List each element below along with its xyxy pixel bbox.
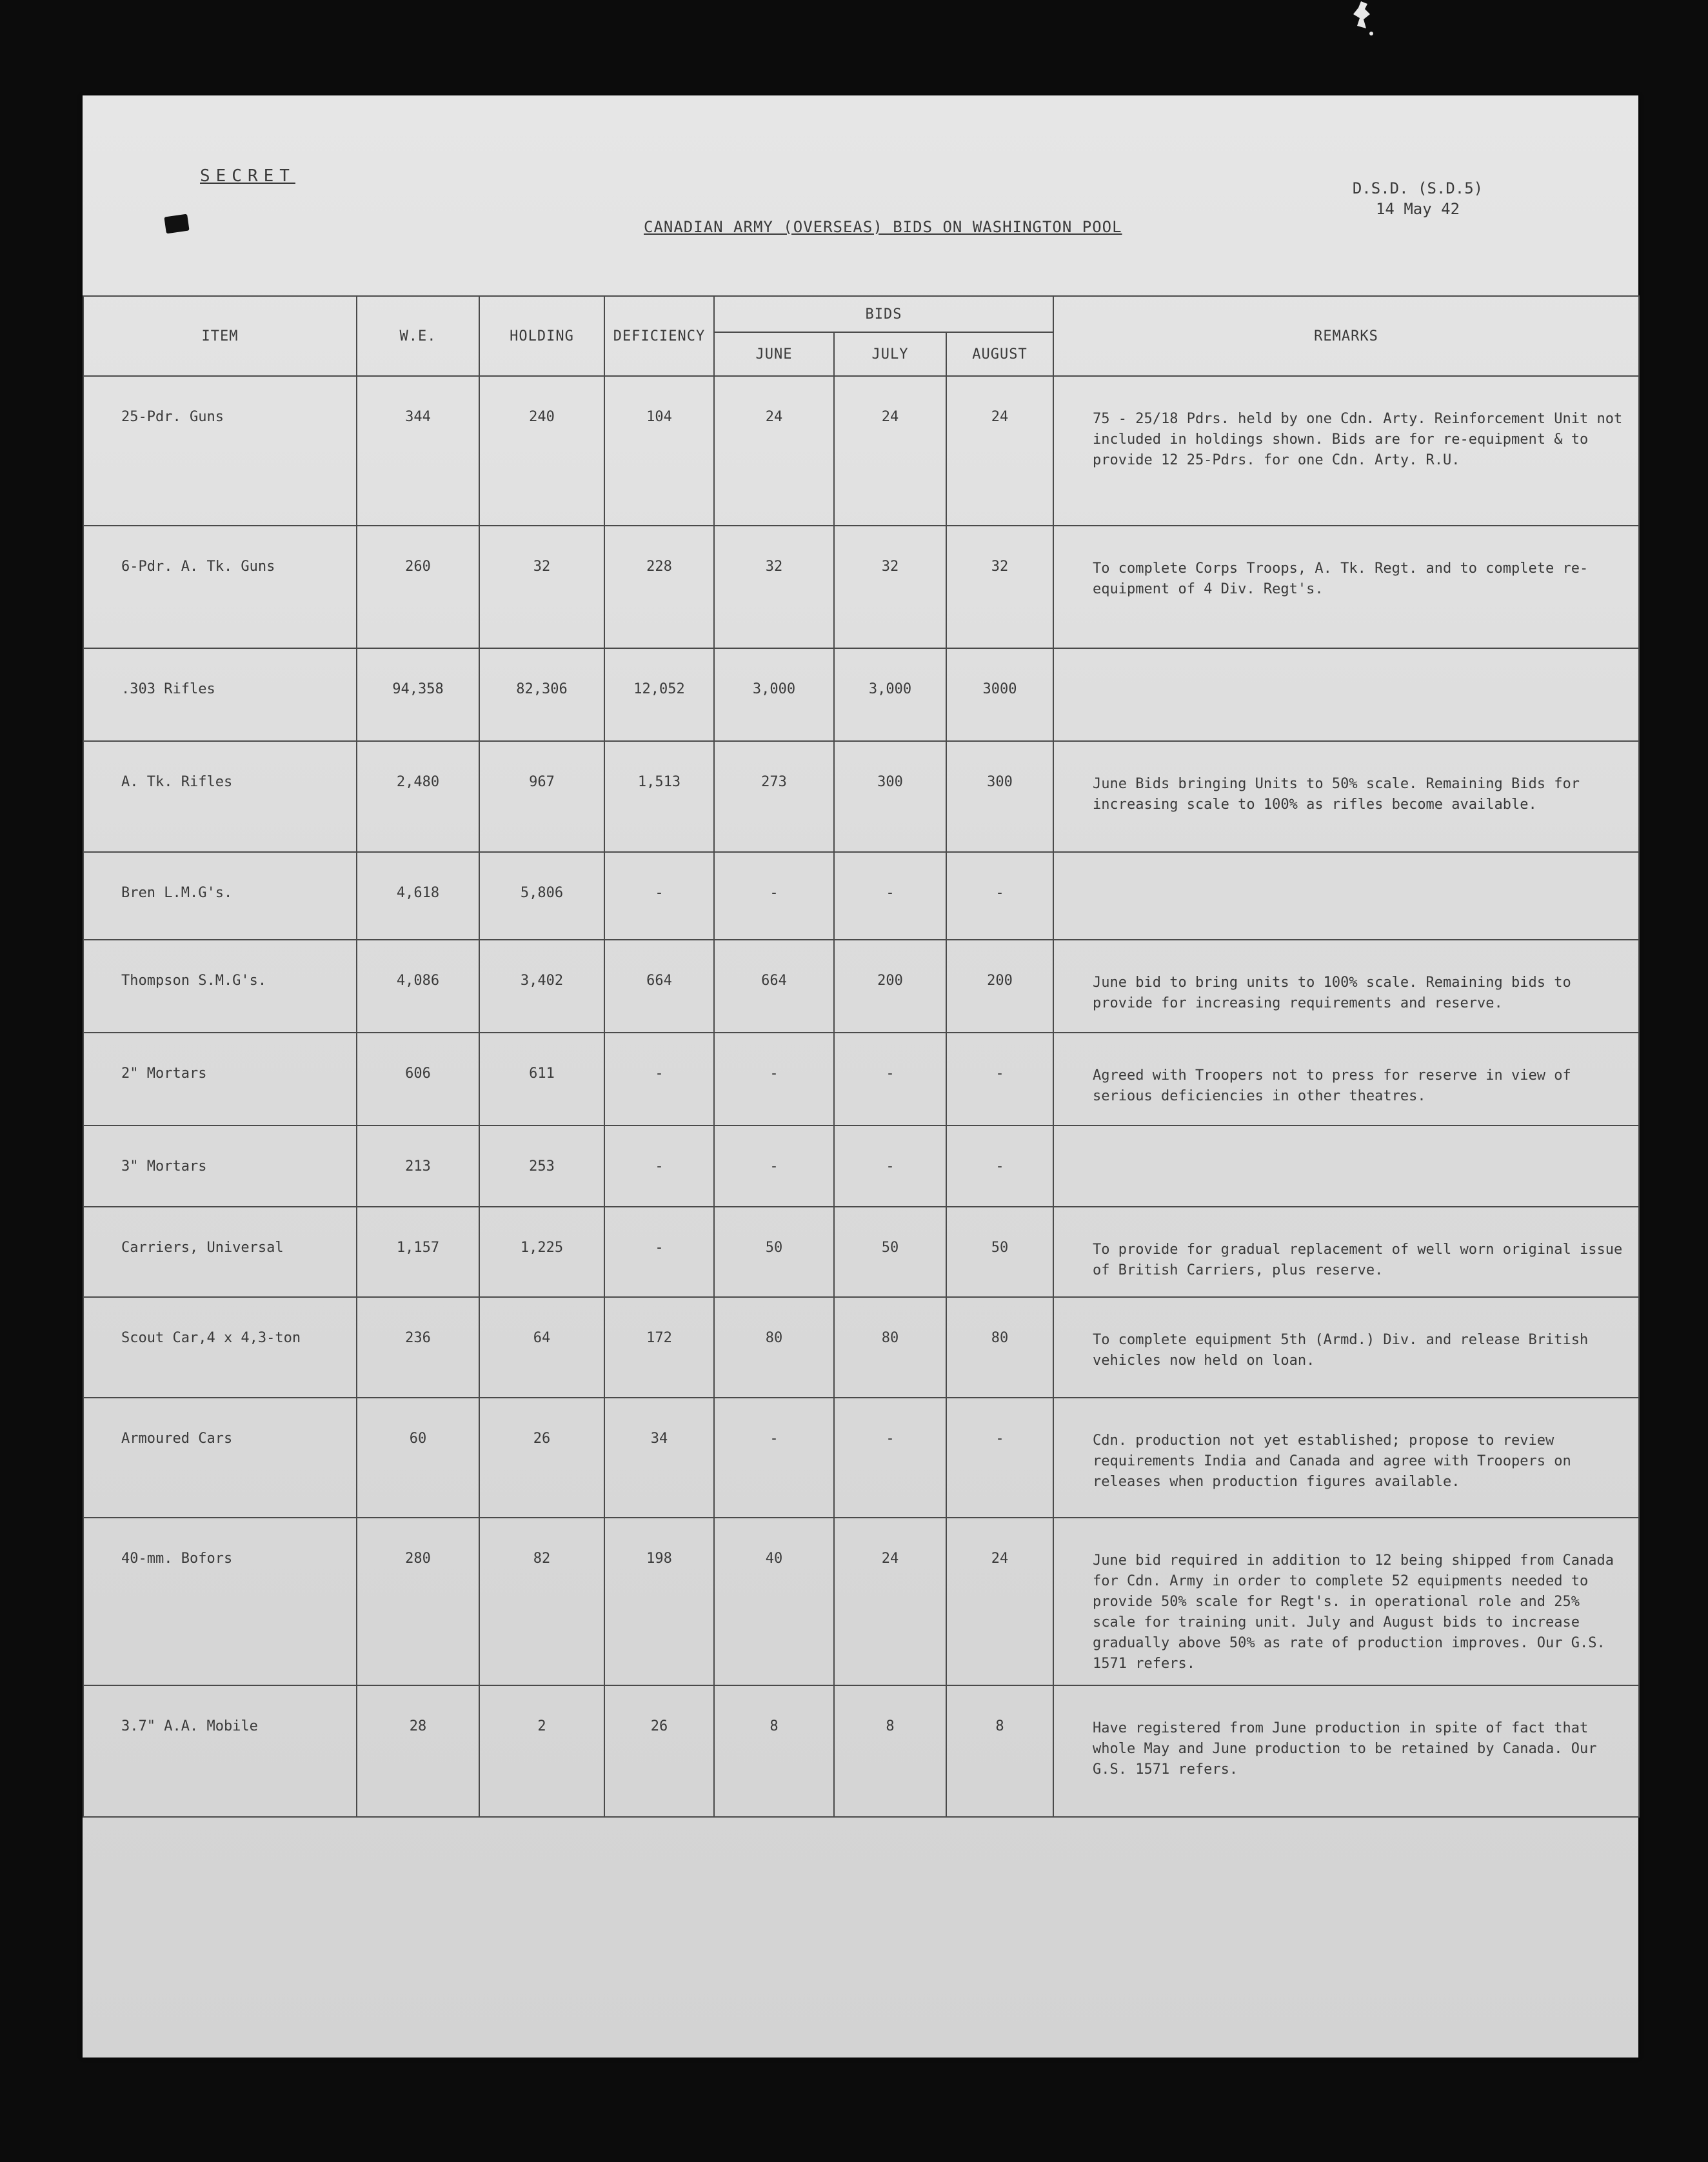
reference-date: 14 May 42 (1375, 200, 1460, 218)
cell-june: 8 (714, 1685, 834, 1817)
cell-remarks: June bid to bring units to 100% scale. Remaining bids to provide for increasing requirements and reserve. (1053, 940, 1639, 1033)
table-row (83, 1126, 1639, 1207)
cell-holding: 3,402 (479, 940, 604, 1033)
cell-we: 260 (357, 526, 479, 648)
table-row (83, 1297, 1639, 1398)
cell-holding: 967 (479, 741, 604, 852)
cell-july: 3,000 (834, 648, 946, 741)
document-page (83, 95, 1638, 2058)
cell-august: 300 (946, 741, 1053, 852)
cell-july: 300 (834, 741, 946, 852)
cell-item: 3.7" A.A. Mobile (83, 1685, 357, 1817)
table-row (83, 1398, 1639, 1518)
cell-remarks: Agreed with Troopers not to press for reserve in view of serious deficiencies in other theatres. (1053, 1033, 1639, 1126)
cell-august: 80 (946, 1297, 1053, 1398)
table-row (83, 648, 1639, 741)
cell-june: 273 (714, 741, 834, 852)
header-remarks: REMARKS (1053, 296, 1639, 376)
cell-july: - (834, 1033, 946, 1126)
classification-marking: SECRET (200, 166, 295, 186)
cell-august: 24 (946, 1518, 1053, 1685)
cell-item: Thompson S.M.G's. (83, 940, 357, 1033)
cell-deficiency: 172 (604, 1297, 714, 1398)
cell-july: 8 (834, 1685, 946, 1817)
cell-june: - (714, 1126, 834, 1207)
cell-july: 80 (834, 1297, 946, 1398)
cell-june: - (714, 852, 834, 940)
table-row (83, 1033, 1639, 1126)
cell-holding: 82 (479, 1518, 604, 1685)
cell-june: 664 (714, 940, 834, 1033)
header-june: JUNE (714, 332, 834, 376)
cell-august: - (946, 1126, 1053, 1207)
header-item: ITEM (83, 296, 357, 376)
cell-we: 94,358 (357, 648, 479, 741)
header-august: AUGUST (946, 332, 1053, 376)
cell-august: - (946, 852, 1053, 940)
header-july: JULY (834, 332, 946, 376)
header-deficiency: DEFICIENCY (604, 296, 714, 376)
cell-remarks: 75 - 25/18 Pdrs. held by one Cdn. Arty. Reinforcement Unit not included in holdings shown. Bids are for re-equipment & to provide 12 25-Pdrs. for one Cdn. Arty. R.U. (1053, 376, 1639, 526)
cell-deficiency: 34 (604, 1398, 714, 1518)
cell-we: 4,086 (357, 940, 479, 1033)
cell-june: 40 (714, 1518, 834, 1685)
cell-july: 32 (834, 526, 946, 648)
cell-holding: 1,225 (479, 1207, 604, 1297)
cell-holding: 26 (479, 1398, 604, 1518)
reference-code: D.S.D. (S.D.5) (1352, 179, 1484, 197)
cell-remarks (1053, 1126, 1639, 1207)
cell-august: 3000 (946, 648, 1053, 741)
cell-deficiency: 664 (604, 940, 714, 1033)
bids-table (83, 295, 1640, 1818)
cell-item: 2" Mortars (83, 1033, 357, 1126)
cell-item: Bren L.M.G's. (83, 852, 357, 940)
cell-june: 32 (714, 526, 834, 648)
cell-remarks: June Bids bringing Units to 50% scale. Remaining Bids for increasing scale to 100% as rifles become available. (1053, 741, 1639, 852)
cell-june: 80 (714, 1297, 834, 1398)
reference-block (1347, 178, 1489, 219)
cell-july: 24 (834, 1518, 946, 1685)
cell-we: 2,480 (357, 741, 479, 852)
cell-we: 606 (357, 1033, 479, 1126)
cell-remarks: Have registered from June production in spite of fact that whole May and June production to be retained by Canada. Our G.S. 1571 refers. (1053, 1685, 1639, 1817)
table-row (83, 741, 1639, 852)
cell-holding: 82,306 (479, 648, 604, 741)
cell-deficiency: - (604, 1207, 714, 1297)
cell-item: Armoured Cars (83, 1398, 357, 1518)
cell-we: 28 (357, 1685, 479, 1817)
cell-holding: 64 (479, 1297, 604, 1398)
cell-we: 1,157 (357, 1207, 479, 1297)
cell-deficiency: 26 (604, 1685, 714, 1817)
table-row (83, 526, 1639, 648)
cell-july: 50 (834, 1207, 946, 1297)
cell-holding: 5,806 (479, 852, 604, 940)
cell-august: 8 (946, 1685, 1053, 1817)
cell-july: 200 (834, 940, 946, 1033)
cell-august: 24 (946, 376, 1053, 526)
cell-deficiency: - (604, 1126, 714, 1207)
film-speck (1348, 0, 1380, 45)
table-row (83, 1207, 1639, 1297)
cell-we: 236 (357, 1297, 479, 1398)
cell-august: - (946, 1398, 1053, 1518)
cell-june: 3,000 (714, 648, 834, 741)
cell-remarks (1053, 852, 1639, 940)
ink-mark (164, 214, 189, 234)
table-row (83, 376, 1639, 526)
cell-deficiency: 198 (604, 1518, 714, 1685)
cell-holding: 2 (479, 1685, 604, 1817)
cell-deficiency: - (604, 852, 714, 940)
table-row (83, 940, 1639, 1033)
cell-deficiency: 104 (604, 376, 714, 526)
cell-item: 25-Pdr. Guns (83, 376, 357, 526)
cell-june: 24 (714, 376, 834, 526)
cell-june: 50 (714, 1207, 834, 1297)
cell-holding: 611 (479, 1033, 604, 1126)
cell-august: 50 (946, 1207, 1053, 1297)
cell-deficiency: - (604, 1033, 714, 1126)
cell-item: 3" Mortars (83, 1126, 357, 1207)
cell-item: Carriers, Universal (83, 1207, 357, 1297)
cell-item: .303 Rifles (83, 648, 357, 741)
cell-july: - (834, 1126, 946, 1207)
cell-remarks: To complete equipment 5th (Armd.) Div. and release British vehicles now held on loan. (1053, 1297, 1639, 1398)
cell-deficiency: 228 (604, 526, 714, 648)
cell-we: 344 (357, 376, 479, 526)
cell-june: - (714, 1398, 834, 1518)
header-bids: BIDS (714, 296, 1053, 332)
cell-june: - (714, 1033, 834, 1126)
table-row (83, 1518, 1639, 1685)
cell-we: 60 (357, 1398, 479, 1518)
cell-july: - (834, 852, 946, 940)
header-holding: HOLDING (479, 296, 604, 376)
cell-august: - (946, 1033, 1053, 1126)
cell-remarks (1053, 648, 1639, 741)
header-we: W.E. (357, 296, 479, 376)
cell-july: - (834, 1398, 946, 1518)
cell-deficiency: 12,052 (604, 648, 714, 741)
cell-holding: 32 (479, 526, 604, 648)
cell-item: 6-Pdr. A. Tk. Guns (83, 526, 357, 648)
document-title: CANADIAN ARMY (OVERSEAS) BIDS ON WASHINGTON POOL (644, 218, 1122, 236)
table-row (83, 852, 1639, 940)
cell-item: A. Tk. Rifles (83, 741, 357, 852)
table-row (83, 1685, 1639, 1817)
cell-holding: 240 (479, 376, 604, 526)
cell-august: 200 (946, 940, 1053, 1033)
cell-we: 280 (357, 1518, 479, 1685)
cell-august: 32 (946, 526, 1053, 648)
cell-item: Scout Car,4 x 4,3-ton (83, 1297, 357, 1398)
cell-deficiency: 1,513 (604, 741, 714, 852)
cell-item: 40-mm. Bofors (83, 1518, 357, 1685)
cell-remarks: Cdn. production not yet established; propose to review requirements India and Canada and agree with Troopers on releases when production figures available. (1053, 1398, 1639, 1518)
cell-we: 213 (357, 1126, 479, 1207)
cell-remarks: To provide for gradual replacement of well worn original issue of British Carriers, plus reserve. (1053, 1207, 1639, 1297)
cell-holding: 253 (479, 1126, 604, 1207)
cell-we: 4,618 (357, 852, 479, 940)
cell-july: 24 (834, 376, 946, 526)
cell-remarks: June bid required in addition to 12 being shipped from Canada for Cdn. Army in order to complete 52 equipments needed to provide 50% scale for Regt's. in operational role and 25% scale for training unit. July and August bids to increase gradually above 50% as rate of production improves. Our G.S. 1571 refers. (1053, 1518, 1639, 1685)
cell-remarks: To complete Corps Troops, A. Tk. Regt. and to complete re-equipment of 4 Div. Regt's. (1053, 526, 1639, 648)
